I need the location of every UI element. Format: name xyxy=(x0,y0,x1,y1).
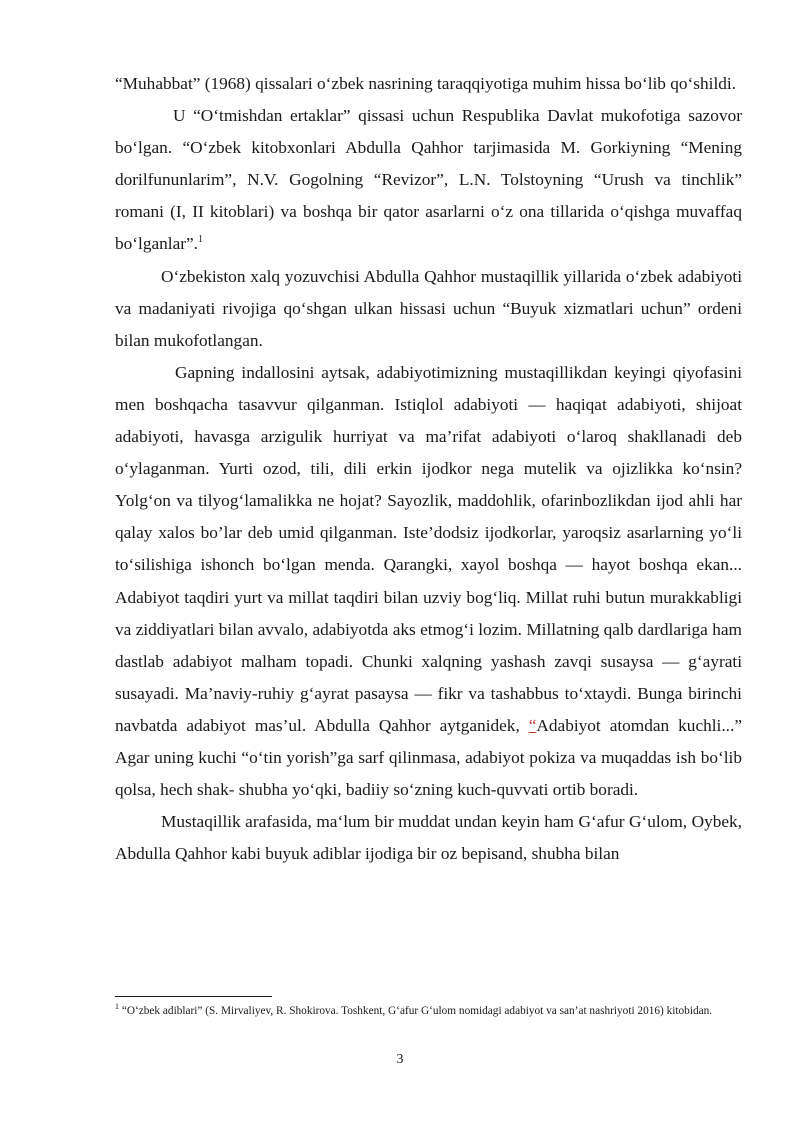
paragraph-2 xyxy=(115,100,742,260)
paragraph-1 xyxy=(115,68,742,100)
paragraph-3-text: O‘zbekiston xalq yozuvchisi Abdulla Qahhor mustaqillik yillarida o‘zbek adabiyoti va madaniyati rivojiga qo‘shgan ulkan hissasi uchun “Buyuk xizmatlari uchun” ordeni bilan mukofotlangan. xyxy=(115,266,742,350)
flagged-quote-mark[interactable]: “ xyxy=(528,715,537,735)
paragraph-4-text-after: Adabiyot atomdan kuchli...” Agar uning kuchi “o‘tin yorish”ga sarf qilinmasa, adabiyot pokiza va muqaddas ish bo‘lib qolsa, hech shak- shubha yo‘qki, badiiy so‘zning kuch-quvvati ortib boradi. xyxy=(115,715,742,800)
page-body xyxy=(115,68,742,870)
footnote xyxy=(115,1003,742,1019)
paragraph-4 xyxy=(115,357,742,806)
paragraph-1-text: “Muhabbat” (1968) qissalari o‘zbek nasrining taraqqiyotiga muhim hissa bo‘lib qo‘shildi. xyxy=(115,74,737,93)
footnote-mark: 1 xyxy=(115,1002,119,1012)
page-number: 3 xyxy=(396,1052,404,1067)
footnote-separator xyxy=(115,996,272,997)
footnote-reference[interactable]: 1 xyxy=(198,234,204,246)
paragraph-5 xyxy=(115,806,742,870)
paragraph-4-text-before: Gapning indallosini aytsak, adabiyotimizning mustaqillikdan keyingi qiyofasini men boshqacha tasavvur qilganman. Istiqlol adabiyoti — haqiqat adabiyoti, shijoat adabiyoti, havasga arzigulik hurriyat va ma’rifat adabiyoti o‘laroq shakllanadi deb o‘ylaganman. Yurti ozod, tili, dili erkin ijodkor nega mutelik va ojizlikka ko‘nsin? Yolg‘on va tilyog‘lamalikka ne hojat? Sayozlik, maddohlik, ofarinbozlikdan ijod ahli har qalay xalos bo’lar deb umid qilganman. Iste’dodsiz ijodkorlar, yaroqsiz asarlarning yo‘li to‘silishiga ishonch bo‘lgan menda. Qarangki, xayol boshqa — hayot boshqa ekan... Adabiyot taqdiri yurt va millat taqdiri bilan uzviy bog‘liq. Millat ruhi butun murakkabligi va ziddiyatlari bilan avvalo, adabiyotda aks etmog‘i lozim. Millatning qalb dardlariga ham dastlab adabiyot malham topadi. Chunki xalqning yashash zavqi susaysa — g‘ayrati susayadi. Ma’naviy-ruhiy g‘ayrat pasaysa — fikr va tashabbus to‘xtaydi. Bunga birinchi navbatda adabiyot mas’ul. Abdulla Qahhor aytganidek, xyxy=(115,362,742,735)
paragraph-3 xyxy=(115,261,742,357)
paragraph-5-text: Mustaqillik arafasida, ma‘lum bir muddat undan keyin ham G‘afur G‘ulom, Oybek, Abdulla Qahhor kabi buyuk adiblar ijodiga bir oz bepisand, shubha bilan xyxy=(115,812,742,864)
paragraph-2-text: U “O‘tmishdan ertaklar” qissasi uchun Respublika Davlat mukofotiga sazovor bo‘lgan. “O‘zbek kitobxonlari Abdulla Qahhor tarjimasida M. Gorkiyning “Mening dorilfununlarim”, N.V. Gogolning “Revizor”, L.N. Tolstoyning “Urush va tinchlik” romani (I, II kitoblari) va boshqa bir qator asarlarni o‘z ona tillarida o‘qishga muvaffaq bo‘lganlar”. xyxy=(115,106,742,254)
footnote-text: “O‘zbek adiblari” (S. Mirvaliyev, R. Shokirova. Toshkent, G‘afur G‘ulom nomidagi adabiyot va san’at nashriyoti 2016) kitobidan. xyxy=(119,1005,713,1017)
